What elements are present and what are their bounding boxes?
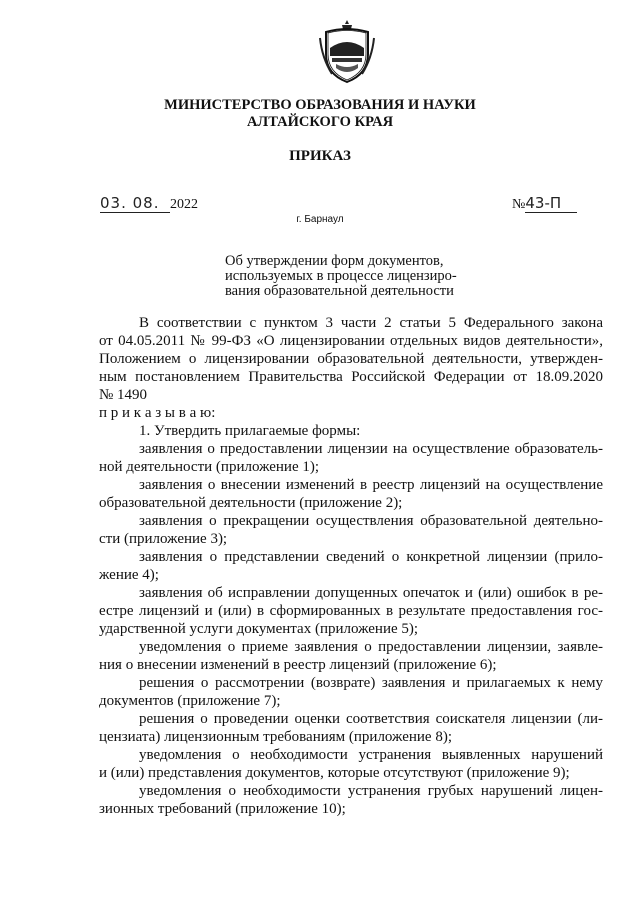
form-item-line: цензиата) лицензионным требованиям (приложение 8); [99, 729, 453, 745]
form-item-line: заявления об исправлении допущенных опечаток и (или) ошибок в ре- [139, 585, 603, 601]
preamble-line: № 1490 [99, 387, 148, 403]
city: г. Барнаул [296, 214, 344, 225]
form-item-line: зионных требований (приложение 10); [99, 801, 346, 817]
order-word: п р и к а з ы в а ю: [99, 405, 216, 421]
subject-line: Об утверждении форм документов, [225, 253, 444, 269]
form-item-line: документов (приложение 7); [99, 693, 281, 709]
order-number [512, 194, 577, 213]
form-item-line: уведомления о приеме заявления о предоставлении лицензии, заявле- [139, 639, 603, 655]
form-item-line: решения о проведении оценки соответствия соискателя лицензии (ли- [139, 711, 603, 727]
item-1: 1. Утвердить прилагаемые формы: [139, 423, 361, 439]
form-item-line: жение 4); [99, 567, 159, 583]
altai-krai-coat-of-arms-emblem [318, 18, 376, 84]
order-year: 2022 [170, 197, 198, 212]
form-item-line: образовательной деятельности (приложение 2); [99, 495, 403, 511]
form-item-line: ния о внесении изменений в реестр лицензий (приложение 6); [99, 657, 497, 673]
order-body [99, 314, 603, 818]
form-item-line: уведомления о необходимости устранения грубых нарушений лицен- [139, 783, 603, 799]
preamble-line: В соответствии с пунктом 3 части 2 статьи 5 Федерального закона [139, 315, 603, 331]
form-item-line: и (или) представления документов, которые отсутствуют (приложение 9); [99, 765, 570, 781]
preamble-line: ным постановлением Правительства Российской Федерации от 18.09.2020 [99, 369, 603, 385]
order-date [100, 194, 198, 213]
handwritten-number: 43-П [525, 194, 577, 213]
ministry-title [0, 97, 640, 131]
subject-line: используемых в процессе лицензиро- [225, 268, 457, 284]
form-item-line: уведомления о необходимости устранения выявленных нарушений [139, 747, 603, 763]
handwritten-date: 03. 08. [100, 194, 170, 213]
form-item-line: заявления о предоставлении лицензии на осуществление образователь- [139, 441, 603, 457]
form-item-line: решения о рассмотрении (возврате) заявления и прилагаемых к нему [139, 675, 603, 691]
ministry-title-line1: МИНИСТЕРСТВО ОБРАЗОВАНИЯ И НАУКИ [164, 97, 476, 113]
preamble-line: от 04.05.2011 № 99-ФЗ «О лицензировании отдельных видов деятельности», [99, 333, 603, 349]
document-type: ПРИКАЗ [289, 148, 351, 164]
preamble-line: Положением о лицензировании образовательной деятельности, утвержден- [99, 351, 603, 367]
form-item-line: заявления о представлении сведений о конкретной лицензии (прило- [139, 549, 603, 565]
form-item-line: заявления о прекращении осуществления образовательной деятельно- [139, 513, 603, 529]
form-item-line: ударственной услуги документах (приложение 5); [99, 621, 419, 637]
form-item-line: ной деятельности (приложение 1); [99, 459, 320, 475]
number-prefix: № [512, 197, 526, 212]
form-item-line: сти (приложение 3); [99, 531, 228, 547]
subject-line: вания образовательной деятельности [225, 283, 454, 299]
form-item-line: заявления о внесении изменений в реестр лицензий на осуществление [139, 477, 603, 493]
form-item-line: естре лицензий и (или) в сформированных в результате предоставления гос- [99, 603, 603, 619]
ministry-title-line2: АЛТАЙСКОГО КРАЯ [246, 114, 394, 130]
order-subject [225, 254, 495, 299]
